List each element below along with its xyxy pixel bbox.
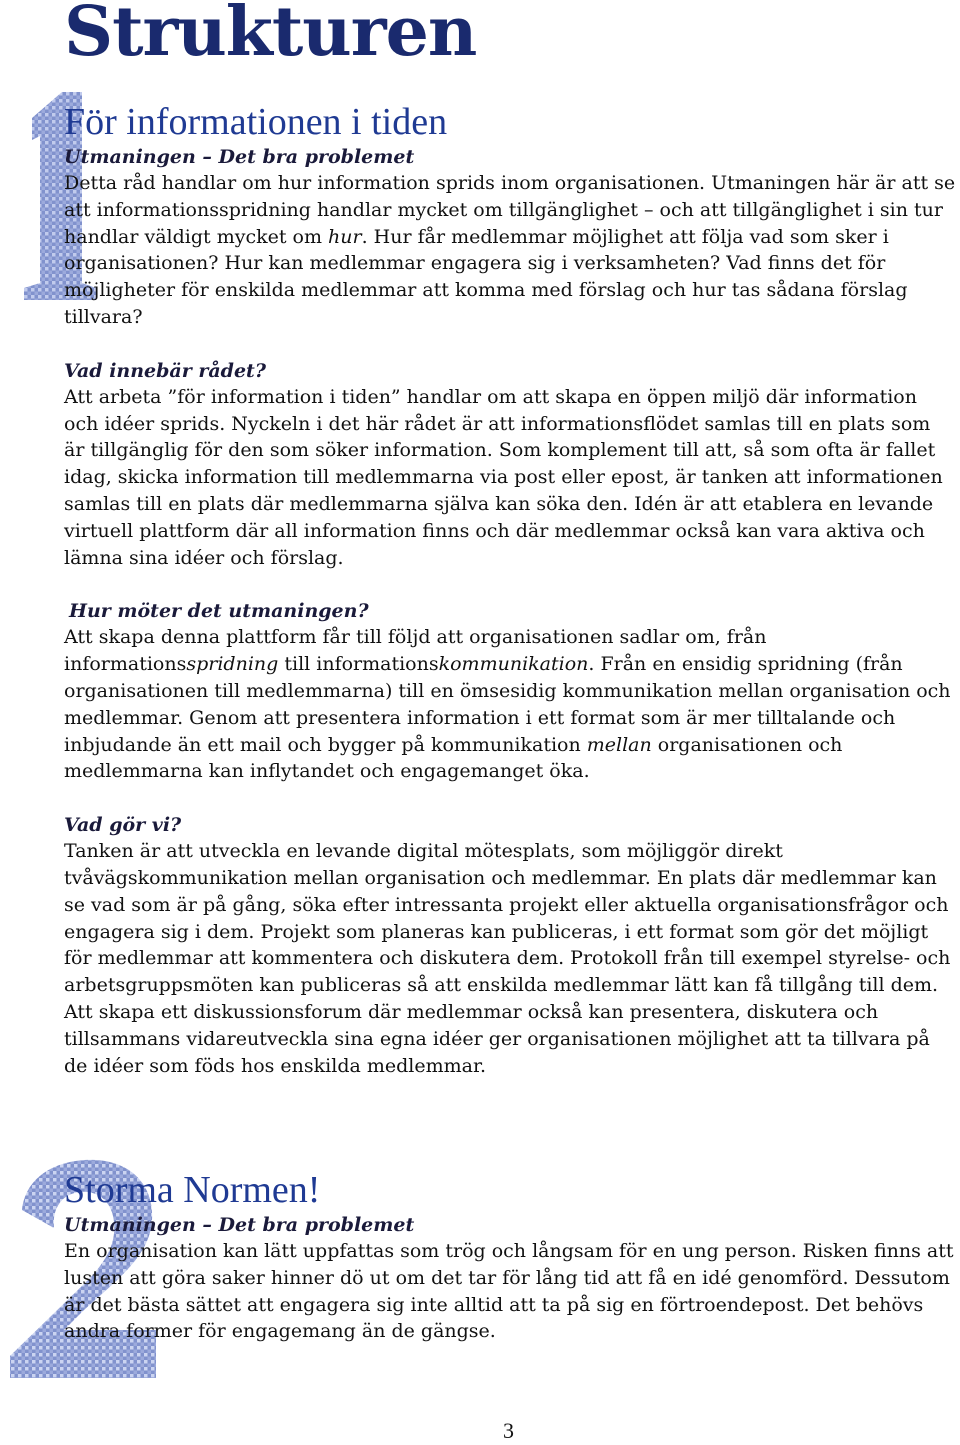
section-title: För informationen i tiden (64, 101, 448, 143)
meaning-heading: Vad innebär rådet? (64, 359, 266, 382)
section-title: Storma Normen! (64, 1169, 321, 1211)
page-number: 3 (503, 1418, 514, 1443)
section-storma-normen (64, 1168, 956, 1345)
meaning-paragraph: Att arbeta ”för information i tiden” handlar om att skapa en öppen miljö där information och idéer sprids. Nyckeln i det här rådet är att informationsflödet samlas till en plats som är tillgänglig för den som söker information. Som komplement till att, så som ofta är fallet idag, skicka information till medlemmarna via post eller epost, är tanken att informationen samlas till en plats där medlemmarna själva kan söka den. Idén är att etablera en levande virtuell plattform där all information finns och där medlemmar också kan vara aktiva och lämna sina idéer och förslag. (64, 385, 943, 569)
page-title: Strukturen (64, 0, 477, 72)
challenge-paragraph: Detta råd handlar om hur information sprids inom organisationen. Utmaningen här är att se att informationsspridning handlar mycket om tillgänglighet – och att tillgänglighet i sin tur handlar väldigt mycket om hur. Hur får medlemmar möjlighet att följa vad som sker i organisationen? Hur kan medlemmar engagera sig i verksamheten? Vad finns det för möjligheter för enskilda medlemmar att komma med förslag och hur tas sådana förslag tillvara? (64, 172, 956, 328)
do-paragraph: Tanken är att utveckla en levande digital mötesplats, som möjliggör direkt tvåvägskommunikation mellan organisation och medlemmar. En plats där medlemmar kan se vad som är på gång, söka efter intressanta projekt eller aktuella organisationsfrågor och engagera sig i dem. Projekt som planeras kan publiceras, i ett format som gör det möjligt för medlemmar att kommentera och diskutera dem. Protokoll från till exempel styrelse- och arbetsgruppsmöten kan publiceras så att enskilda medlemmar lätt kan få tillgång till dem. Att skapa ett diskussionsforum där medlemmar också kan presentera, diskutera och tillsammans vidareutveckla sina egna idéer ger organisationen möjlighet att ta tillvara på de idéer som föds hos enskilda medlemmar. (64, 840, 951, 1077)
meet-paragraph: Att skapa denna plattform får till följd att organisationen sadlar om, från informationsspridning till informationskommunikation. Från en ensidig spridning (från organisationen till medlemmarna) till en ömsesidig kommunikation mellan organisation och medlemmar. Genom att presentera information i ett format som är mer tilltalande och inbjudande än ett mail och bygger på kommunikation mellan organisationen och medlemmarna kan inflytandet och engagemanget öka. (64, 626, 951, 783)
do-heading: Vad gör vi? (64, 814, 182, 837)
challenge-heading: Utmaningen – Det bra problemet (64, 1214, 415, 1236)
meet-heading: Hur möter det utmaningen? (69, 600, 369, 623)
challenge-paragraph: En organisation kan lätt uppfattas som trög och långsam för en ung person. Risken finns att lusten att göra saker hinner dö ut om det tar för lång tid att få en idé genomförd. Dessutom är det bästa sättet att engagera sig inte alltid att ta på sig en förtroendepost. Det behövs andra former för engagemang än de gängse. (64, 1240, 954, 1343)
challenge-heading: Utmaningen – Det bra problemet (64, 146, 415, 168)
section-informationen-i-tiden (64, 100, 956, 1079)
